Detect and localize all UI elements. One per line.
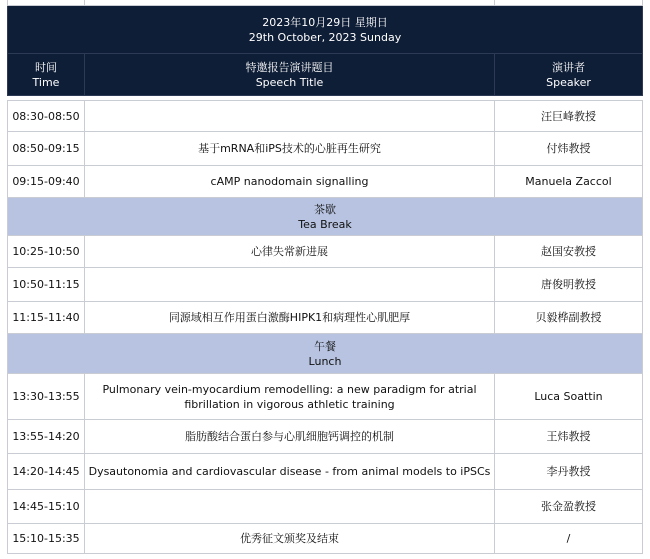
column-header-row [8, 54, 643, 96]
date-cn: 2023年10月29日 星期日 [262, 15, 388, 29]
break-label-cn: 茶歇 [314, 202, 336, 216]
schedule-row [8, 374, 643, 420]
time-cell: 08:30-08:50 [8, 101, 85, 132]
speaker-cell: 付炜教授 [495, 132, 643, 166]
time-cell: 15:10-15:35 [8, 524, 85, 554]
schedule-row [8, 302, 643, 334]
break-label [8, 334, 643, 374]
date-header-row [8, 6, 643, 54]
time-cell: 14:20-14:45 [8, 454, 85, 490]
speaker-cell: 王炜教授 [495, 420, 643, 454]
title-cell: 脂肪酸结合蛋白参与心肌细胞钙调控的机制 [85, 420, 495, 454]
time-cell: 11:15-11:40 [8, 302, 85, 334]
title-cell: Pulmonary vein-myocardium remodelling: a new paradigm for atrial fibrillation in vigorous athletic training [85, 374, 495, 420]
time-cell: 13:30-13:55 [8, 374, 85, 420]
schedule-row [8, 101, 643, 132]
time-cell: 14:45-15:10 [8, 490, 85, 524]
schedule-row [8, 420, 643, 454]
time-cell: 10:25-10:50 [8, 236, 85, 268]
schedule-row [8, 132, 643, 166]
time-cell: 13:55-14:20 [8, 420, 85, 454]
speaker-cell: Luca Soattin [495, 374, 643, 420]
schedule-row [8, 236, 643, 268]
schedule-row [8, 268, 643, 302]
title-cell: Dysautonomia and cardiovascular disease - from animal models to iPSCs [85, 454, 495, 490]
time-cell: 09:15-09:40 [8, 166, 85, 198]
title-cell: 心律失常新进展 [85, 236, 495, 268]
speaker-cell: 汪巨峰教授 [495, 101, 643, 132]
title-column-header: 特邀报告演讲题目 Speech Title [85, 54, 495, 96]
speaker-cell: 赵国安教授 [495, 236, 643, 268]
title-cell [85, 490, 495, 524]
break-row [8, 334, 643, 374]
title-cell [85, 268, 495, 302]
speaker-cell: 贝毅桦副教授 [495, 302, 643, 334]
schedule-row [8, 166, 643, 198]
title-cell: 优秀征文颁奖及结束 [85, 524, 495, 554]
time-cell: 10:50-11:15 [8, 268, 85, 302]
schedule-row [8, 490, 643, 524]
speaker-cell: 唐俊明教授 [495, 268, 643, 302]
time-cell: 08:50-09:15 [8, 132, 85, 166]
break-label-cn: 午餐 [314, 339, 336, 353]
break-label-en: Tea Break [298, 217, 352, 231]
title-cell: 基于mRNA和iPS技术的心脏再生研究 [85, 132, 495, 166]
speaker-cell: 张金盈教授 [495, 490, 643, 524]
break-row [8, 198, 643, 236]
speaker-column-header: 演讲者 Speaker [495, 54, 643, 96]
schedule-row [8, 454, 643, 490]
time-column-header: 时间 Time [8, 54, 85, 96]
schedule-rows [8, 101, 643, 554]
speaker-cell: 李丹教授 [495, 454, 643, 490]
schedule-row [8, 524, 643, 554]
schedule-table [7, 0, 643, 554]
date-header [8, 6, 643, 54]
break-label-en: Lunch [308, 354, 342, 368]
title-cell [85, 101, 495, 132]
title-cell: cAMP nanodomain signalling [85, 166, 495, 198]
speaker-cell: / [495, 524, 643, 554]
break-label [8, 198, 643, 236]
speaker-cell: Manuela Zaccol [495, 166, 643, 198]
title-cell: 同源域相互作用蛋白激酶HIPK1和病理性心肌肥厚 [85, 302, 495, 334]
date-en: 29th October, 2023 Sunday [248, 30, 402, 44]
